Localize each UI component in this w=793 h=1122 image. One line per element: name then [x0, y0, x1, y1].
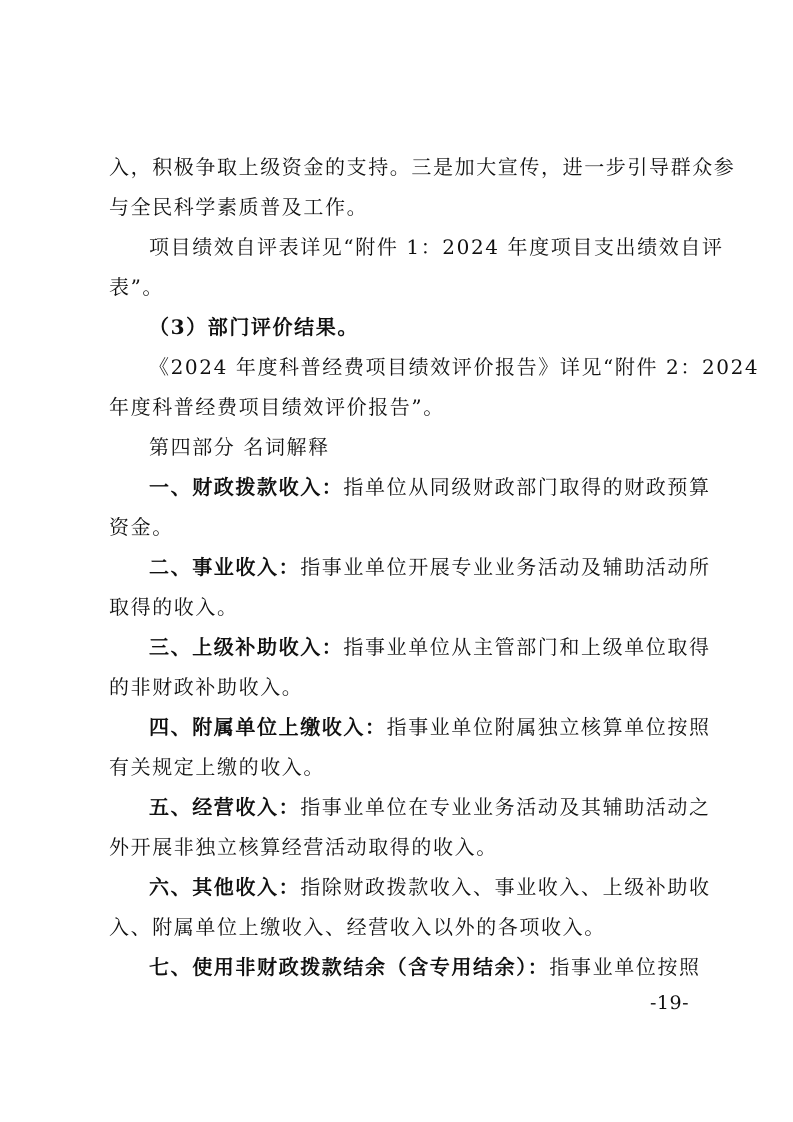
definition-line: 六、其他收入：指除财政拨款收入、事业收入、上级补助收	[149, 875, 711, 899]
paragraph-line: 项目绩效自评表详见“附件 1：2024 年度项目支出绩效自评	[149, 235, 724, 259]
definition-term: 五、经营收入：	[149, 795, 301, 819]
page-number: -19-	[649, 992, 689, 1014]
definition-term: 六、其他收入：	[149, 875, 301, 899]
paragraph-line: 的非财政补助收入。	[109, 675, 304, 699]
definition-term: 四、附属单位上缴收入：	[149, 715, 387, 739]
paragraph-line: 与全民科学素质普及工作。	[109, 195, 369, 219]
definition-line: 二、事业收入：指事业单位开展专业业务活动及辅助活动所	[149, 555, 711, 579]
paragraph-line: 入，积极争取上级资金的支持。三是加大宣传，进一步引导群众参	[109, 155, 736, 179]
paragraph-line: 《2024 年度科普经费项目绩效评价报告》详见“附件 2：2024	[149, 355, 760, 379]
definition-line: 五、经营收入：指事业单位在专业业务活动及其辅助活动之	[149, 795, 711, 819]
definition-term: 三、上级补助收入：	[149, 635, 344, 659]
paragraph-line: 资金。	[109, 515, 174, 539]
paragraph-line: 表”。	[109, 275, 165, 299]
section-heading: 第四部分 名词解释	[149, 435, 330, 459]
definition-line: 四、附属单位上缴收入：指事业单位附属独立核算单位按照	[149, 715, 711, 739]
definition-term: 七、使用非财政拨款结余（含专用结余）：	[149, 955, 550, 979]
paragraph-line: 入、附属单位上缴收入、经营收入以外的各项收入。	[109, 915, 606, 939]
paragraph-line: 取得的收入。	[109, 595, 239, 619]
definition-term: 一、财政拨款收入：	[149, 475, 344, 499]
definition-line: 七、使用非财政拨款结余（含专用结余）：指事业单位按照	[149, 955, 701, 979]
definition-term: 二、事业收入：	[149, 555, 301, 579]
definition-line: 三、上级补助收入：指事业单位从主管部门和上级单位取得	[149, 635, 711, 659]
paragraph-line: 外开展非独立核算经营活动取得的收入。	[109, 835, 498, 859]
definition-line: 一、财政拨款收入：指单位从同级财政部门取得的财政预算	[149, 475, 711, 499]
paragraph-line: 年度科普经费项目绩效评价报告”。	[109, 395, 445, 419]
paragraph-line: 有关规定上缴的收入。	[109, 755, 325, 779]
section-subheading: （3）部门评价结果。	[149, 315, 359, 339]
